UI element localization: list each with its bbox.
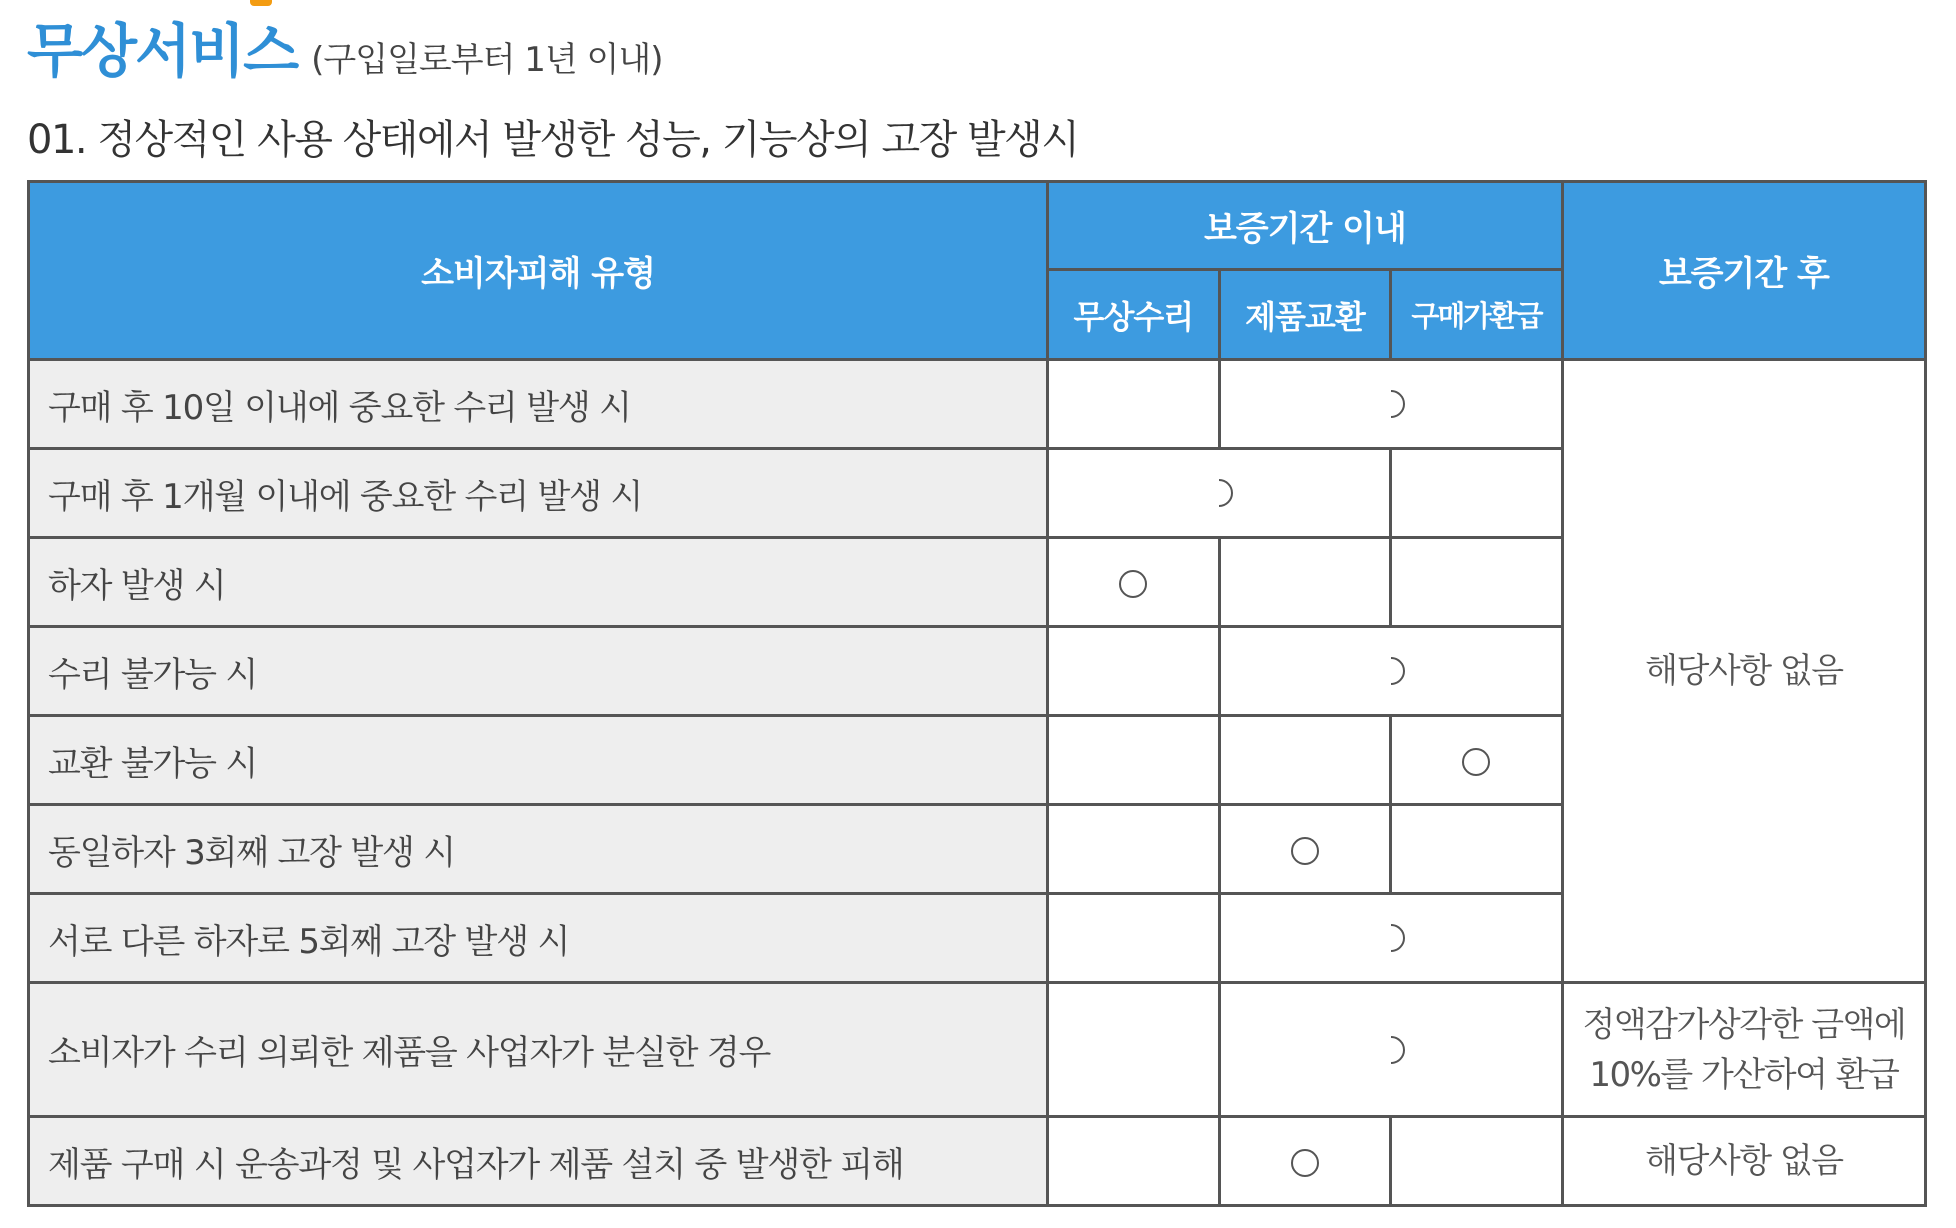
circle-mark-icon: [1391, 924, 1405, 952]
circle-mark-icon: [1119, 570, 1147, 598]
cell-free-repair: [1048, 894, 1220, 983]
cell-product-exchange: [1219, 983, 1391, 1117]
header-product-exchange: 제품교환: [1219, 270, 1391, 360]
title-row: [27, 4, 663, 85]
circle-mark-icon: [1462, 748, 1490, 776]
table-row: [29, 360, 1926, 449]
cell-free-repair: [1048, 983, 1220, 1117]
page-title: 무상서비스: [27, 17, 298, 85]
damage-type-cell: 수리 불가능 시: [29, 627, 1048, 716]
table-row: [29, 983, 1926, 1117]
damage-type-cell: 동일하자 3회째 고장 발생 시: [29, 805, 1048, 894]
cell-purchase-refund: [1391, 894, 1563, 983]
header-within-warranty: 보증기간 이내: [1048, 182, 1563, 270]
circle-mark-icon: [1219, 479, 1233, 507]
damage-type-cell: 하자 발생 시: [29, 538, 1048, 627]
circle-mark-icon: [1391, 390, 1405, 418]
cell-free-repair: [1048, 449, 1220, 538]
damage-type-cell: 소비자가 수리 의뢰한 제품을 사업자가 분실한 경우: [29, 983, 1048, 1117]
header-purchase-refund: 구매가환급: [1391, 270, 1563, 360]
circle-mark-icon: [1291, 837, 1319, 865]
table-row: [29, 1117, 1926, 1206]
cell-free-repair: [1048, 627, 1220, 716]
cell-purchase-refund: [1391, 360, 1563, 449]
section-heading: 01. 정상적인 사용 상태에서 발생한 성능, 기능상의 고장 발생시: [27, 117, 1079, 163]
circle-mark-icon: [1391, 657, 1405, 685]
header-after-warranty: 보증기간 후: [1562, 182, 1925, 360]
cell-product-exchange: [1219, 360, 1391, 449]
cell-product-exchange: [1219, 449, 1391, 538]
after-warranty-line-1: 정액감가상각한 금액에: [1582, 1004, 1906, 1045]
cell-product-exchange: [1219, 627, 1391, 716]
cell-free-repair: [1048, 538, 1220, 627]
after-warranty-cell: 해당사항 없음: [1562, 360, 1925, 983]
after-warranty-cell: 해당사항 없음: [1562, 1117, 1925, 1206]
cell-product-exchange: [1219, 805, 1391, 894]
damage-type-cell: 구매 후 1개월 이내에 중요한 수리 발생 시: [29, 449, 1048, 538]
cell-purchase-refund: [1391, 449, 1563, 538]
damage-type-cell: 교환 불가능 시: [29, 716, 1048, 805]
damage-type-cell: 서로 다른 하자로 5회째 고장 발생 시: [29, 894, 1048, 983]
cell-purchase-refund: [1391, 1117, 1563, 1206]
cell-free-repair: [1048, 360, 1220, 449]
cell-purchase-refund: [1391, 983, 1563, 1117]
damage-type-cell: 구매 후 10일 이내에 중요한 수리 발생 시: [29, 360, 1048, 449]
cell-purchase-refund: [1391, 805, 1563, 894]
page-subtitle: (구입일로부터 1년 이내): [311, 40, 663, 80]
cell-purchase-refund: [1391, 716, 1563, 805]
header-free-repair: 무상수리: [1048, 270, 1220, 360]
circle-mark-icon: [1291, 1149, 1319, 1177]
cell-free-repair: [1048, 716, 1220, 805]
after-warranty-cell: [1562, 983, 1925, 1117]
cell-purchase-refund: [1391, 538, 1563, 627]
damage-type-cell: 제품 구매 시 운송과정 및 사업자가 제품 설치 중 발생한 피해: [29, 1117, 1048, 1206]
cell-product-exchange: [1219, 894, 1391, 983]
header-damage-type: 소비자피해 유형: [29, 182, 1048, 360]
cell-product-exchange: [1219, 538, 1391, 627]
cell-free-repair: [1048, 1117, 1220, 1206]
cell-free-repair: [1048, 805, 1220, 894]
cell-product-exchange: [1219, 1117, 1391, 1206]
free-service-table: [27, 180, 1927, 1207]
after-warranty-line-2: 10%를 가산하여 환급: [1589, 1054, 1899, 1095]
cell-purchase-refund: [1391, 627, 1563, 716]
circle-mark-icon: [1391, 1036, 1405, 1064]
cell-product-exchange: [1219, 716, 1391, 805]
